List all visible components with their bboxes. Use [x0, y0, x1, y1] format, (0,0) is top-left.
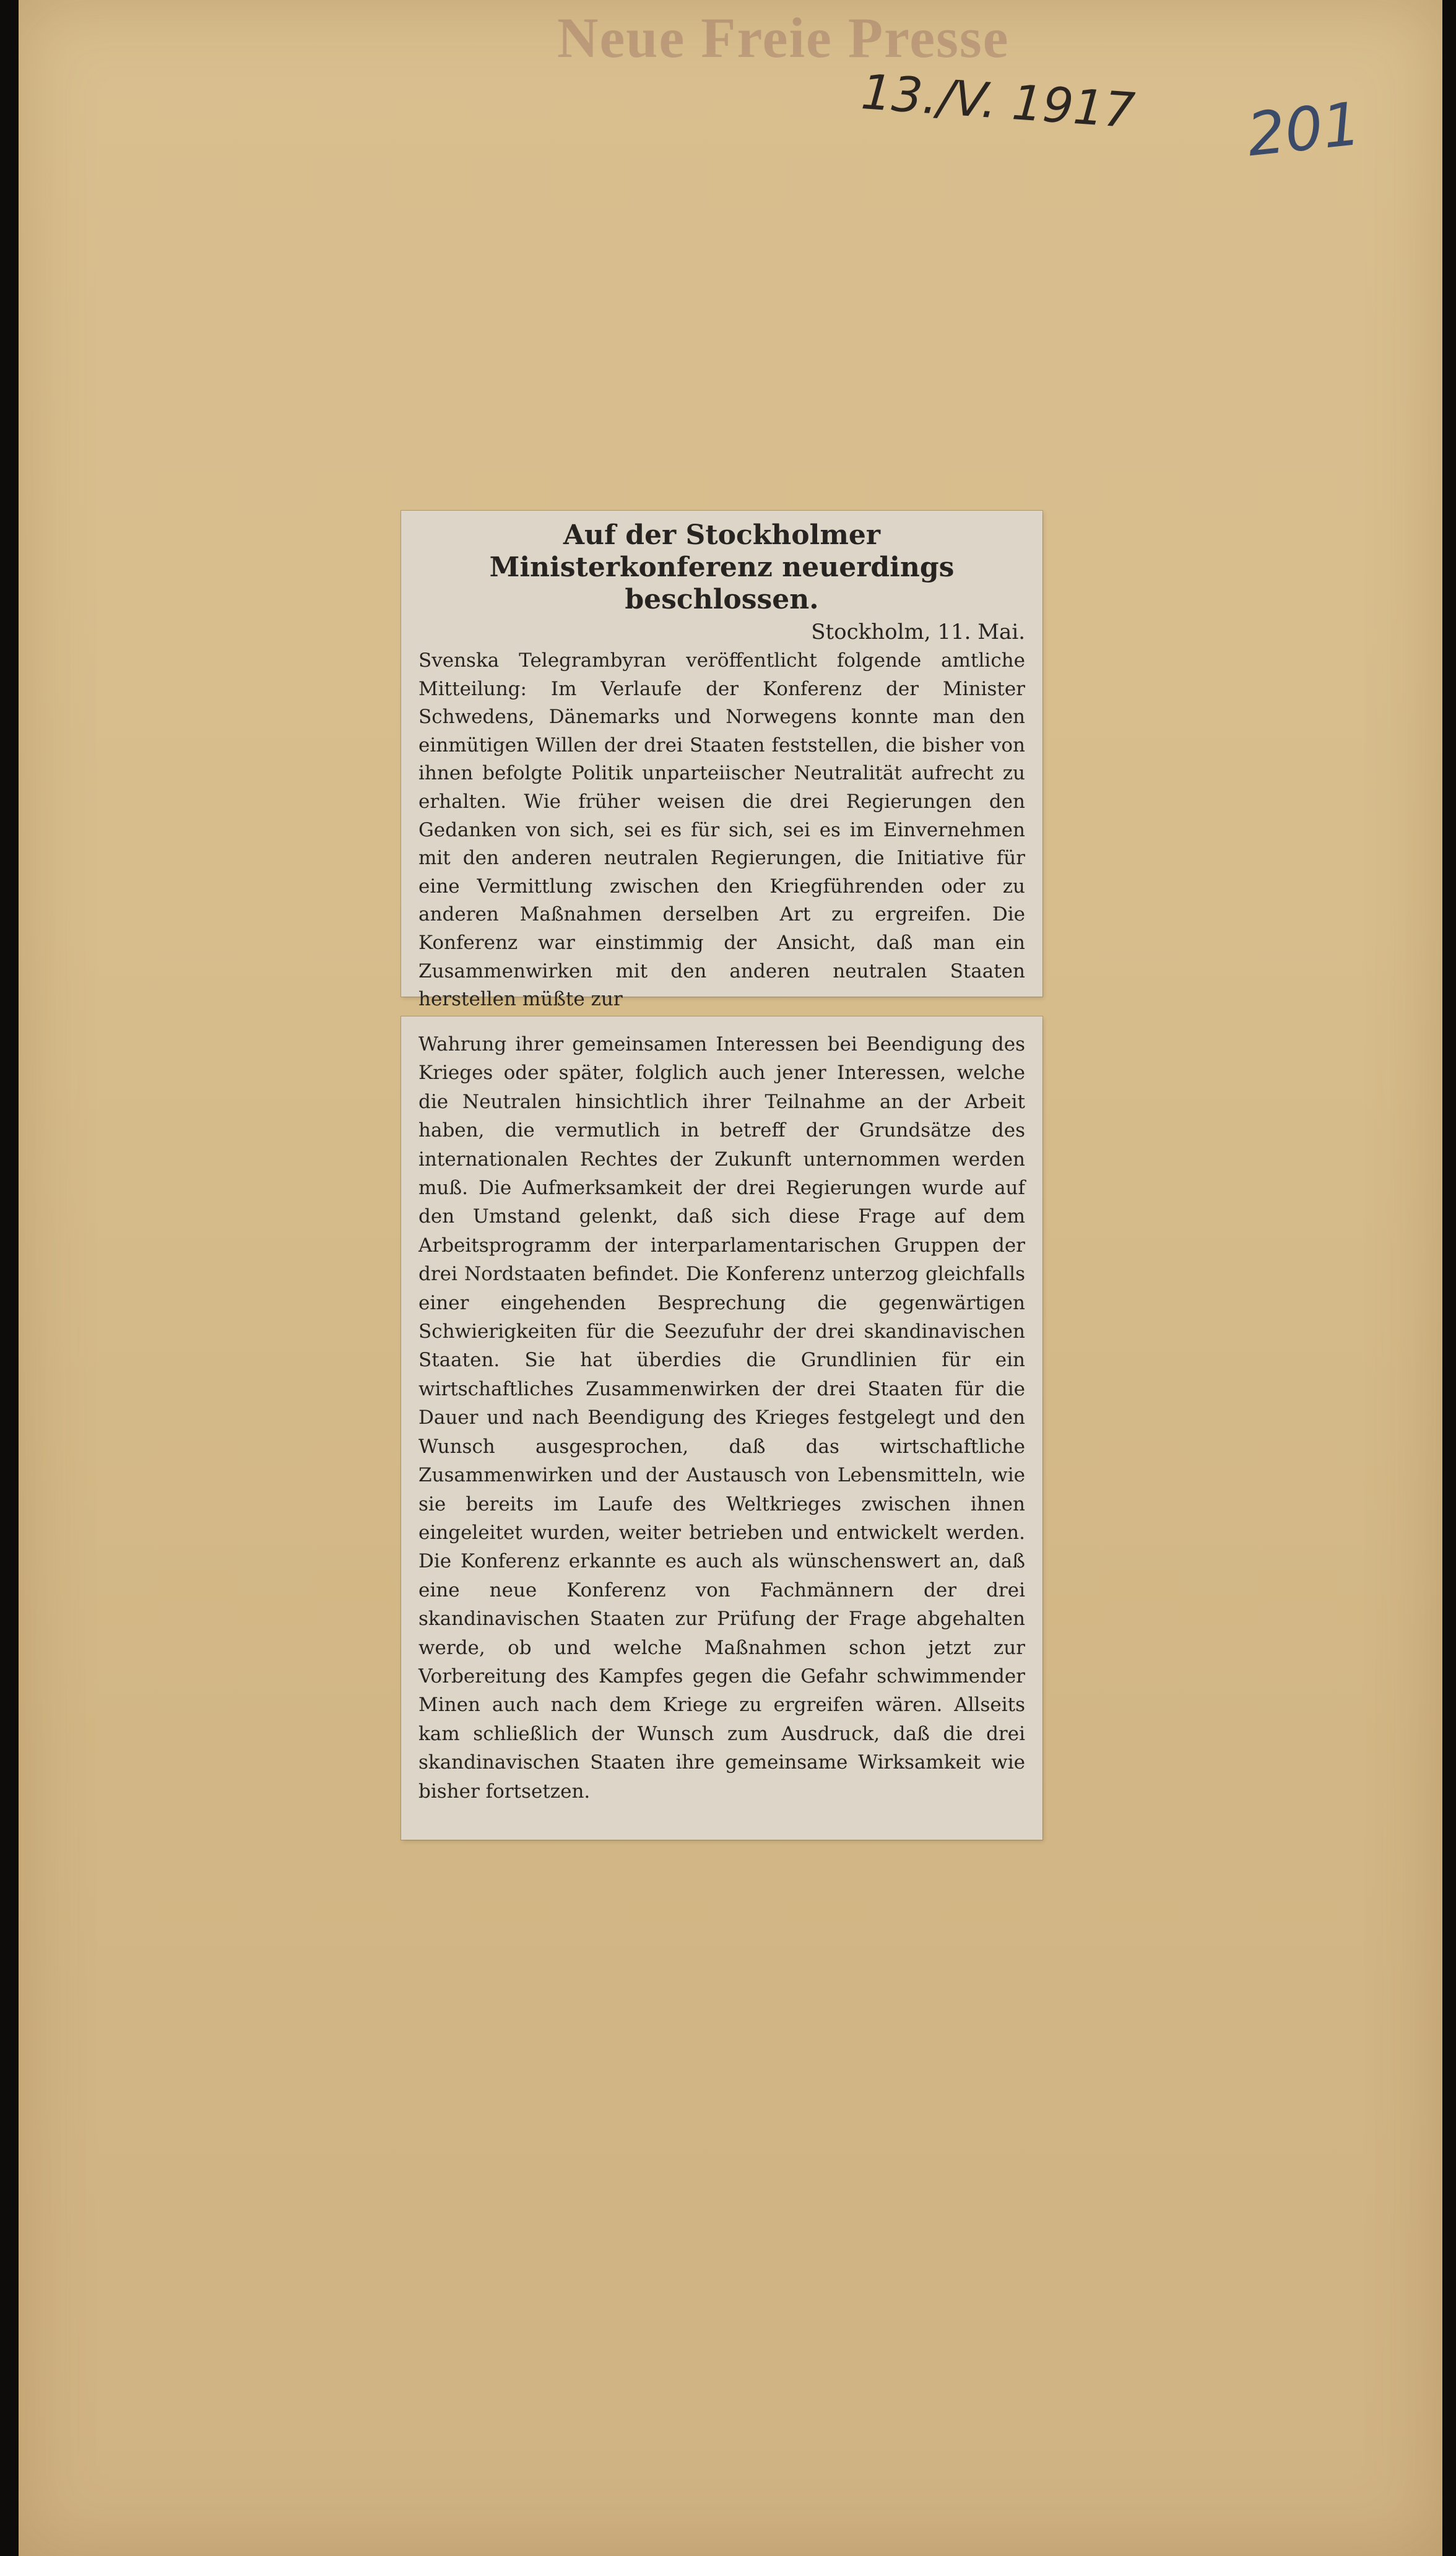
- article-body-part-2: Wahrung ihrer gemeinsamen Interessen bei Beendigung des Krieges oder später, folglich auch jener Interessen, welche die Neutralen hinsichtlich ihrer Teilnahme an der Arbeit haben, die vermutlich in betreff der Grundsätze des internationalen Rechtes der Zukunft unternommen werden muß. Die Aufmerksamkeit der drei Regierungen wurde auf den Umstand gelenkt, daß sich diese Frage auf dem Arbeitsprogramm der interparlamentarischen Gruppen der drei Nordstaaten befindet. Die Konferenz unterzog gleichfalls einer eingehenden Besprechung die gegenwärtigen Schwierigkeiten für die Seezufuhr der drei skandinavischen Staaten. Sie hat überdies die Grundlinien für ein wirtschaftliches Zusammenwirken der drei Staaten für die Dauer und nach Beendigung des Krieges festgelegt und den Wunsch ausgesprochen, daß das wirtschaftliche Zusammenwirken und der Austausch von Lebensmitteln, wie sie bereits im Laufe des Weltkrieges zwischen ihnen eingeleitet wurden, weiter betrieben und entwickelt werden. Die Konferenz erkannte es auch als wünschenswert an, daß eine neue Konferenz von Fachmännern der drei skandinavischen Staaten zur Prüfung der Frage abgehalten werde, ob und welche Maßnahmen schon jetzt zur Vorbereitung des Kampfes gegen die Gefahr schwimmender Minen auch nach dem Kriege zu ergreifen wären. Allseits kam schließlich der Wunsch zum Ausdruck, daß die drei skandinavischen Staaten ihre gemeinsame Wirksamkeit wie bisher fortsetzen.: [418, 1033, 1025, 1803]
- archive-sheet: [19, 0, 1442, 2556]
- handwritten-date: 13./V. 1917: [859, 64, 1137, 139]
- handwritten-number: 201: [1244, 89, 1364, 170]
- clipping-part-2: [401, 1016, 1042, 1840]
- article-dateline: Stockholm, 11. Mai.: [811, 620, 1025, 644]
- article-body-part-1: Svenska Telegrambyran veröffentlicht folgende amtliche Mitteilung: Im Verlaufe der Konferenz der Minister Schwedens, Dänemarks und Norwegens konnte man den einmütigen Willen der drei Staaten feststellen, die bisher von ihnen befolgte Politik unparteiischer Neutralität aufrecht zu erhalten. Wie früher weisen die drei Regierungen den Gedanken von sich, sei es für sich, sei es im Einvernehmen mit den anderen neutralen Regierungen, die Initiative für eine Vermittlung zwischen den Kriegführenden oder zu anderen Maßnahmen derselben Art zu ergreifen. Die Konferenz war einstimmig der Ansicht, daß man ein Zusammenwirken mit den anderen neutralen Staaten herstellen müßte zur: [418, 649, 1025, 1011]
- clipping-part-1: [401, 511, 1042, 1011]
- article-headline: Auf der Stockholmer Ministerkonferenz neuerdings beschlossen.: [489, 519, 955, 615]
- newspaper-stamp: Neue Freie Presse: [557, 6, 1010, 69]
